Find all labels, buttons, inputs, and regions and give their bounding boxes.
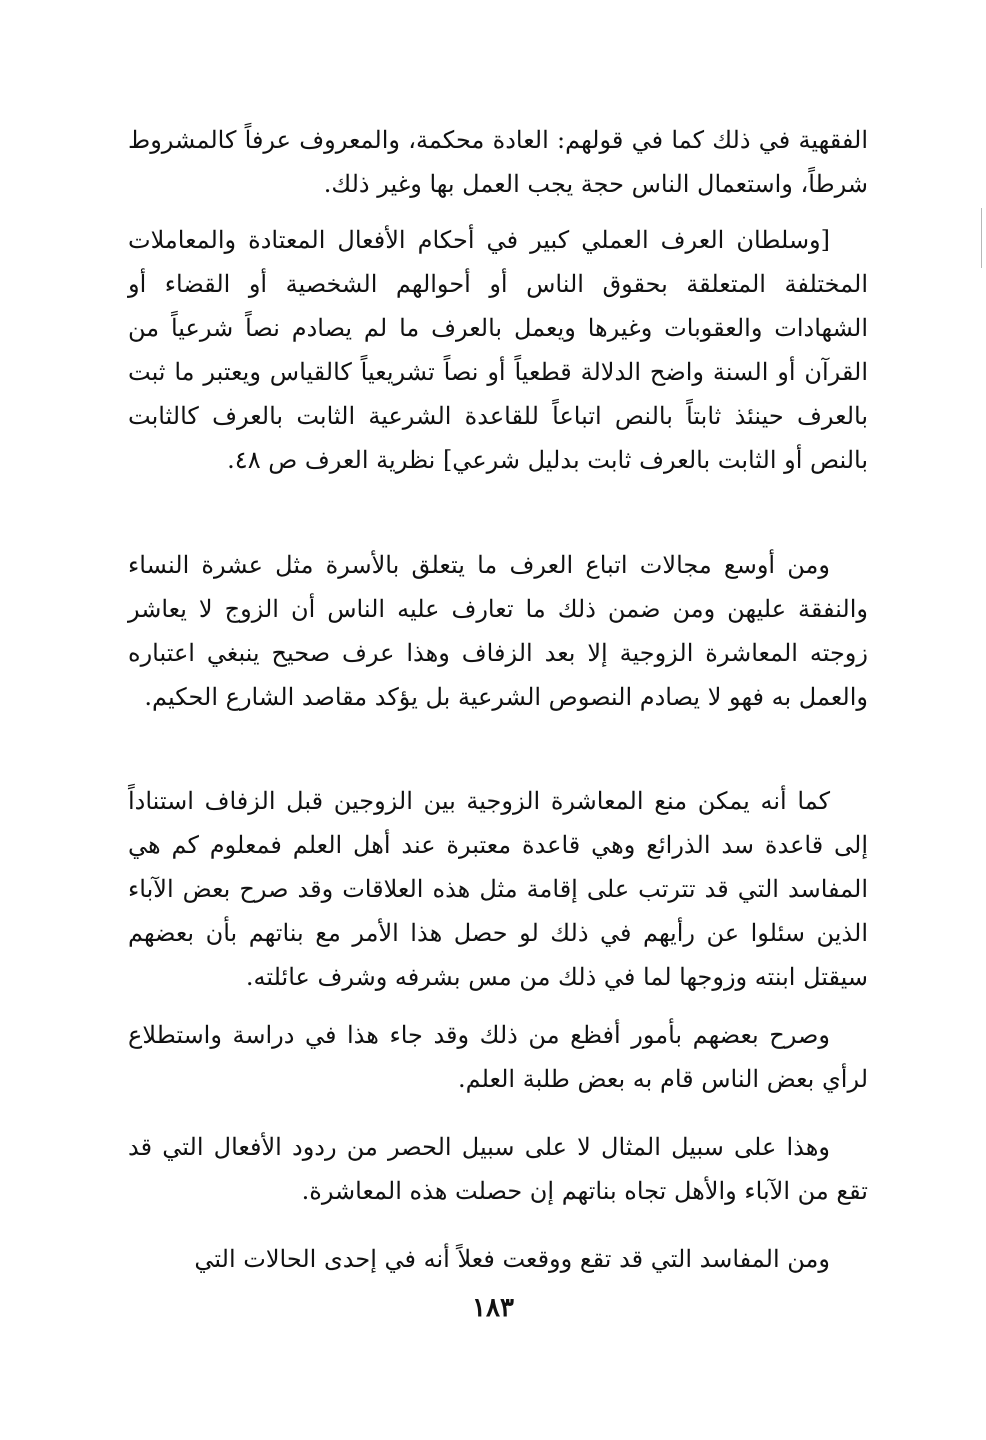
paragraph-text: [وسلطان العرف العملي كبير في أحكام الأفعال المعتادة والمعاملات المختلفة المتعلقة بحقوق الناس أو أحوالهم الشخصية أو القضاء أو الشهادات والعقوبات وغيرها ويعمل بالعرف ما لم يصادم نصاً شرعياً من القرآن أو السنة واضح الدلالة قطعياً أو نصاً تشريعياً كالقياس ويعتبر ما ثبت بالعرف حينئذ ثابتاً بالنص اتباعاً للقاعدة الشرعية الثابت بالعرف كالثابت بالنص أو الثابت بالعرف ثابت بدليل شرعي] نظرية العرف ص ٤٨. <box>128 226 868 474</box>
paragraph-text: وصرح بعضهم بأمور أفظع من ذلك وقد جاء هذا في دراسة واستطلاع لرأي بعض الناس قام به بعض طلبة العلم. <box>128 1021 868 1093</box>
paragraph-3 <box>128 543 868 719</box>
paragraph-2-quote <box>128 218 868 482</box>
scan-edge-mark <box>981 208 982 268</box>
paragraph-1 <box>128 118 868 206</box>
paragraph-text: الفقهية في ذلك كما في قولهم: العادة محكمة، والمعروف عرفاً كالمشروط شرطاً، واستعمال الناس حجة يجب العمل بها وغير ذلك. <box>128 126 868 198</box>
page-number: ١٨٣ <box>472 1293 514 1323</box>
paragraph-5 <box>128 1013 868 1101</box>
paragraph-text: كما أنه يمكن منع المعاشرة الزوجية بين الزوجين قبل الزفاف استناداً إلى قاعدة سد الذرائع وهي قاعدة معتبرة عند أهل العلم فمعلوم كم هي المفاسد التي قد تترتب على إقامة مثل هذه العلاقات وقد صرح بعض الآباء الذين سئلوا عن رأيهم في ذلك لو حصل هذا الأمر مع بناتهم بأن بعضهم سيقتل ابنته وزوجها لما في ذلك من مس بشرفه وشرف عائلته. <box>128 787 868 991</box>
paragraph-7 <box>128 1237 868 1281</box>
paragraph-6 <box>128 1125 868 1213</box>
paragraph-4 <box>128 779 868 999</box>
paragraph-text: ومن أوسع مجالات اتباع العرف ما يتعلق بالأسرة مثل عشرة النساء والنفقة عليهن ومن ضمن ذلك ما تعارف عليه الناس أن الزوج لا يعاشر زوجته المعاشرة الزوجية إلا بعد الزفاف وهذا عرف صحيح ينبغي اعتباره والعمل به فهو لا يصادم النصوص الشرعية بل يؤكد مقاصد الشارع الحكيم. <box>128 551 868 711</box>
paragraph-text: ومن المفاسد التي قد تقع ووقعت فعلاً أنه في إحدى الحالات التي <box>194 1245 830 1273</box>
paragraph-text: وهذا على سبيل المثال لا على سبيل الحصر من ردود الأفعال التي قد تقع من الآباء والأهل تجاه بناتهم إن حصلت هذه المعاشرة. <box>128 1133 868 1205</box>
